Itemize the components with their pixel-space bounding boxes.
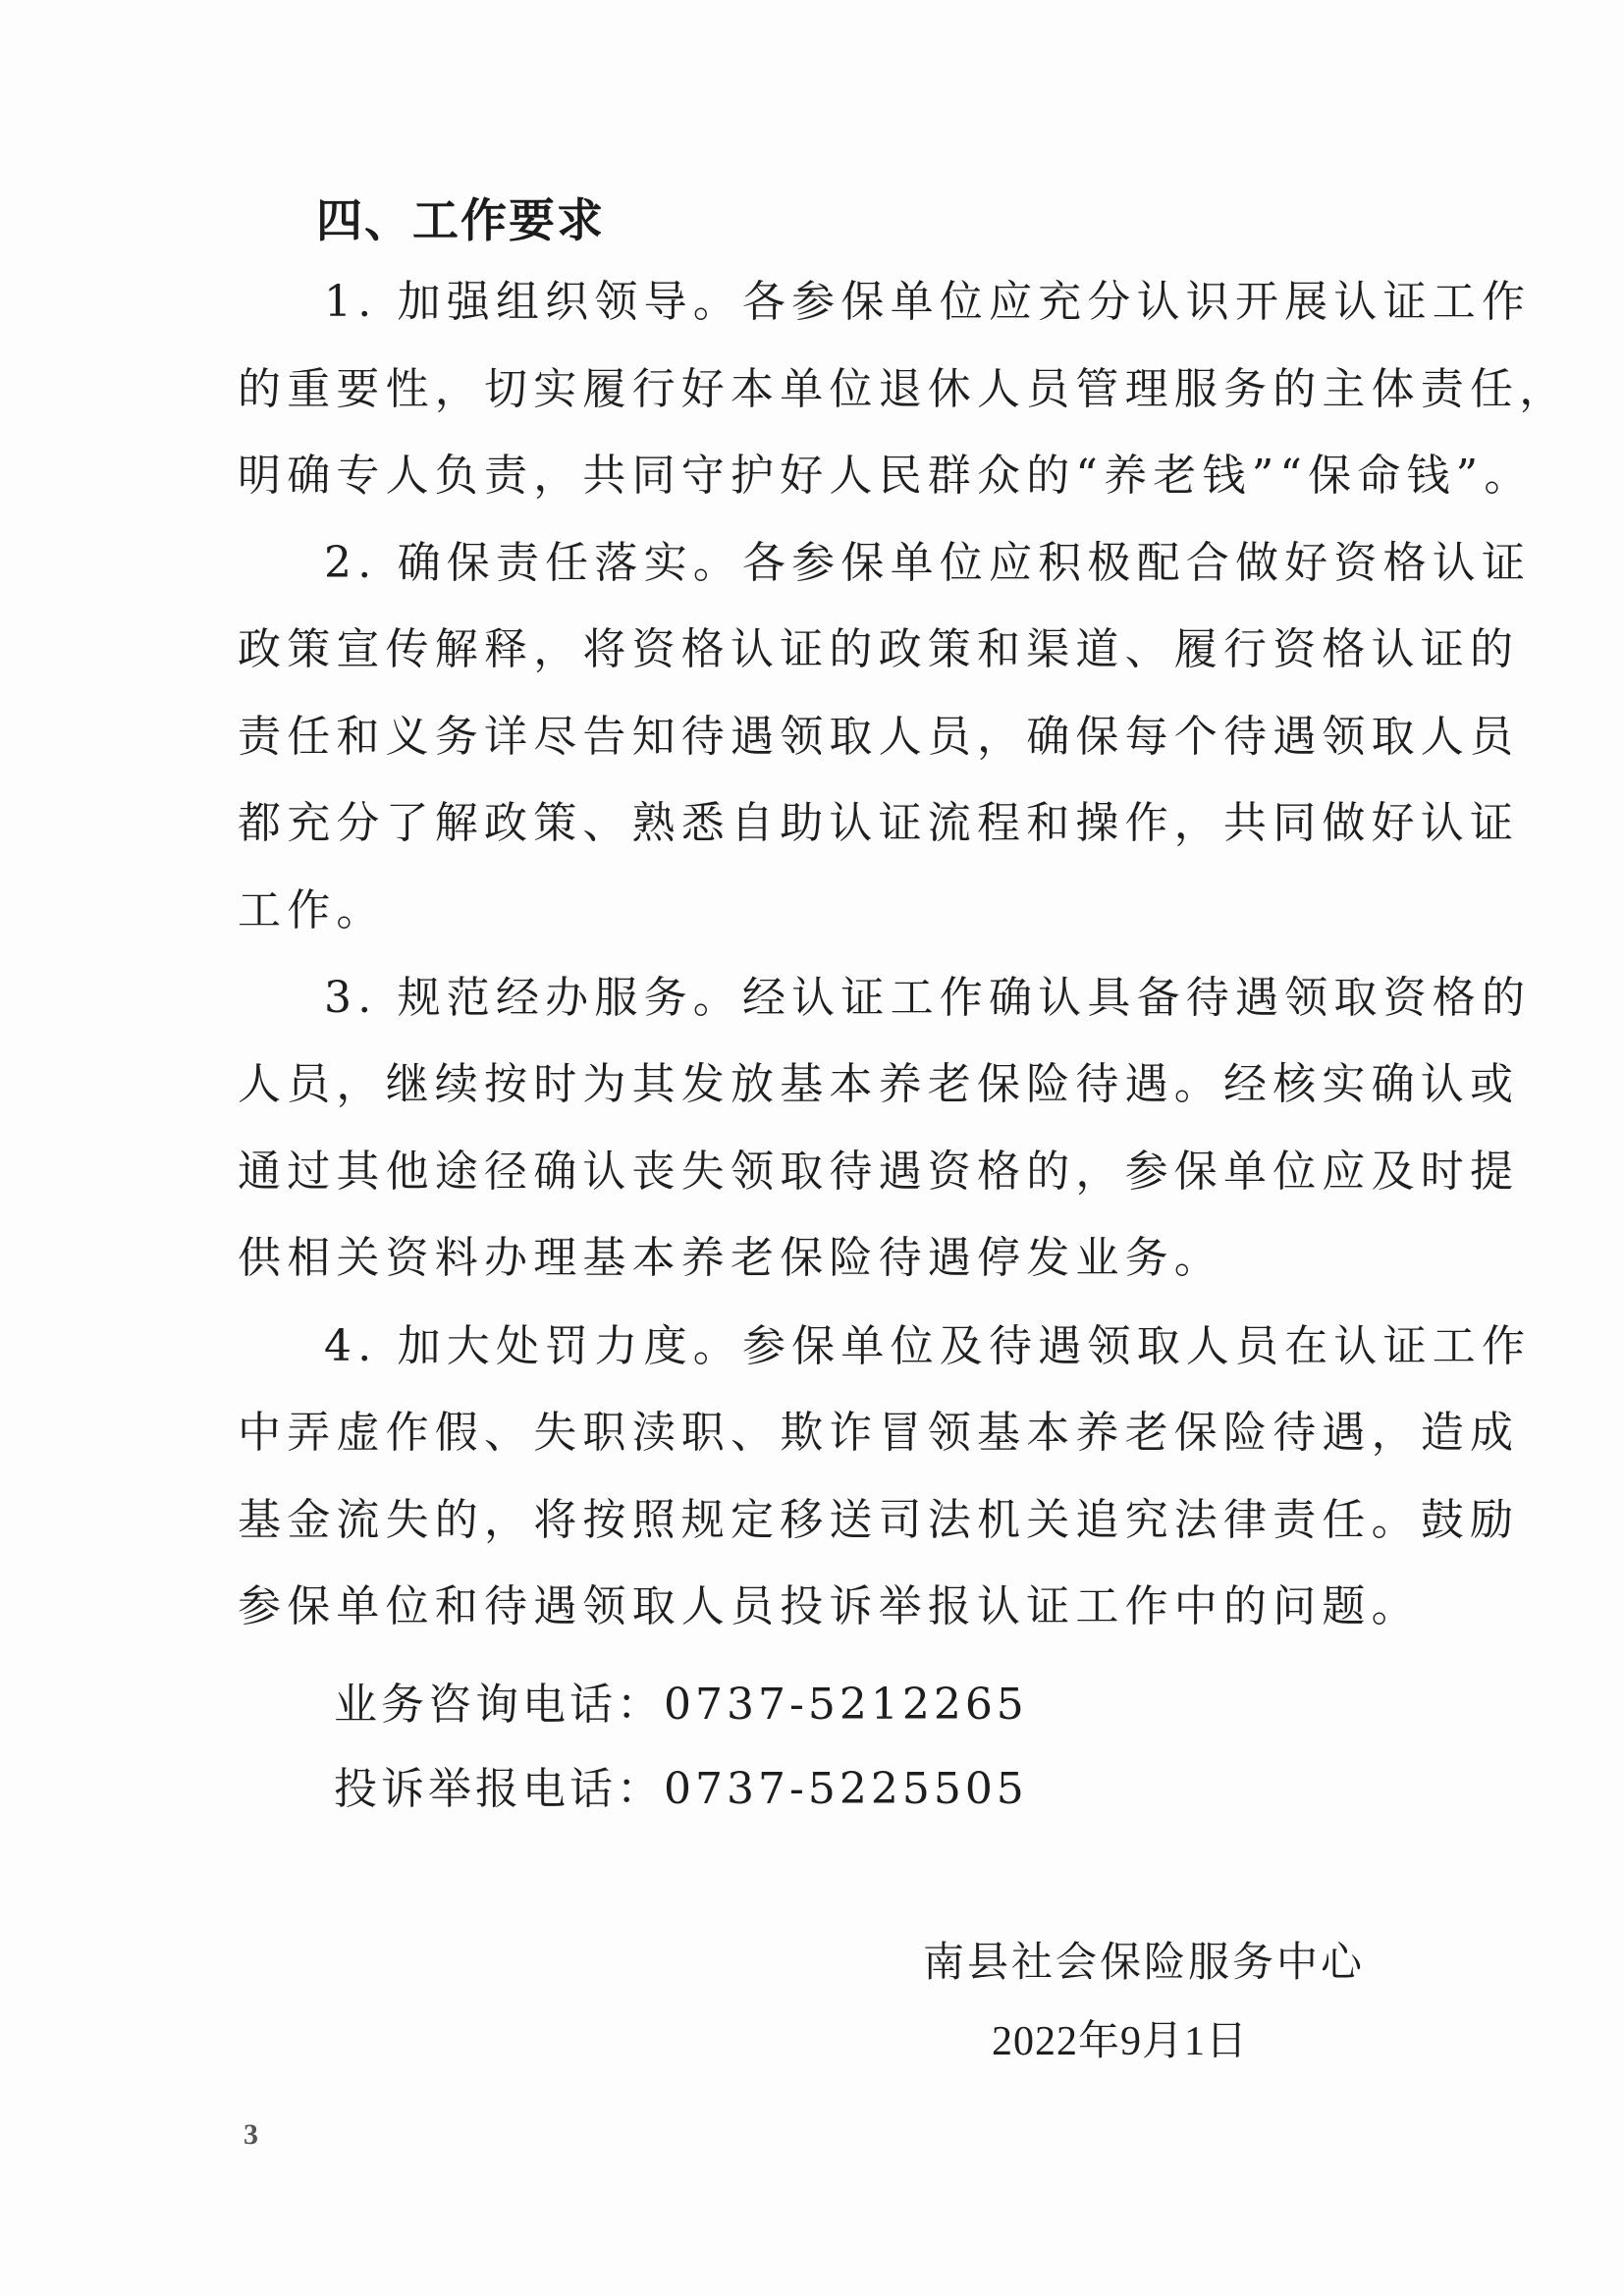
paragraph-4-line-1: 4. 加大处罚力度。参保单位及待遇领取人员在认证工作 (324, 1321, 1532, 1371)
paragraph-1-line-1: 1. 加强组织领导。各参保单位应充分认识开展认证工作 (324, 277, 1532, 327)
paragraph-2-line-4: 都充分了解政策、熟悉自助认证流程和操作，共同做好认证 (238, 798, 1520, 848)
paragraph-1-line-2: 的重要性，切实履行好本单位退休人员管理服务的主体责任， (238, 364, 1569, 414)
paragraph-2-line-3: 责任和义务详尽告知待遇领取人员，确保每个待遇领取人员 (238, 712, 1520, 762)
paragraph-3-line-3: 通过其他途径确认丧失领取待遇资格的，参保单位应及时提 (238, 1147, 1520, 1197)
paragraph-2-line-5: 工作。 (238, 885, 386, 935)
issuing-organization: 南县社会保险服务中心 (923, 1938, 1366, 1986)
section-heading: 四、工作要求 (316, 194, 605, 248)
paragraph-4-line-3: 基金流失的，将按照规定移送司法机关追究法律责任。鼓励 (238, 1495, 1520, 1545)
paragraph-2-line-2: 政策宣传解释，将资格认证的政策和渠道、履行资格认证的 (238, 624, 1520, 674)
paragraph-4-line-4: 参保单位和待遇领取人员投诉举报认证工作中的问题。 (238, 1581, 1421, 1631)
page-number: 3 (244, 2118, 258, 2151)
paragraph-2-line-1: 2. 确保责任落实。各参保单位应积极配合做好资格认证 (324, 538, 1532, 588)
paragraph-3-line-1: 3. 规范经办服务。经认证工作确认具备待遇领取资格的 (324, 973, 1532, 1023)
paragraph-3-line-2: 人员，继续按时为其发放基本养老保险待遇。经核实确认或 (238, 1059, 1520, 1109)
issue-date: 2022年9月1日 (992, 2019, 1249, 2064)
consult-phone: 业务咨询电话：0737-5212265 (334, 1680, 1028, 1730)
paragraph-4-line-2: 中弄虚作假、失职渎职、欺诈冒领基本养老保险待遇，造成 (238, 1408, 1520, 1458)
complaint-phone: 投诉举报电话：0737-5225505 (334, 1764, 1028, 1814)
paragraph-3-line-4: 供相关资料办理基本养老保险待遇停发业务。 (238, 1233, 1223, 1283)
paragraph-1-line-3: 明确专人负责，共同守护好人民群众的“养老钱”“保命钱”。 (238, 451, 1534, 501)
